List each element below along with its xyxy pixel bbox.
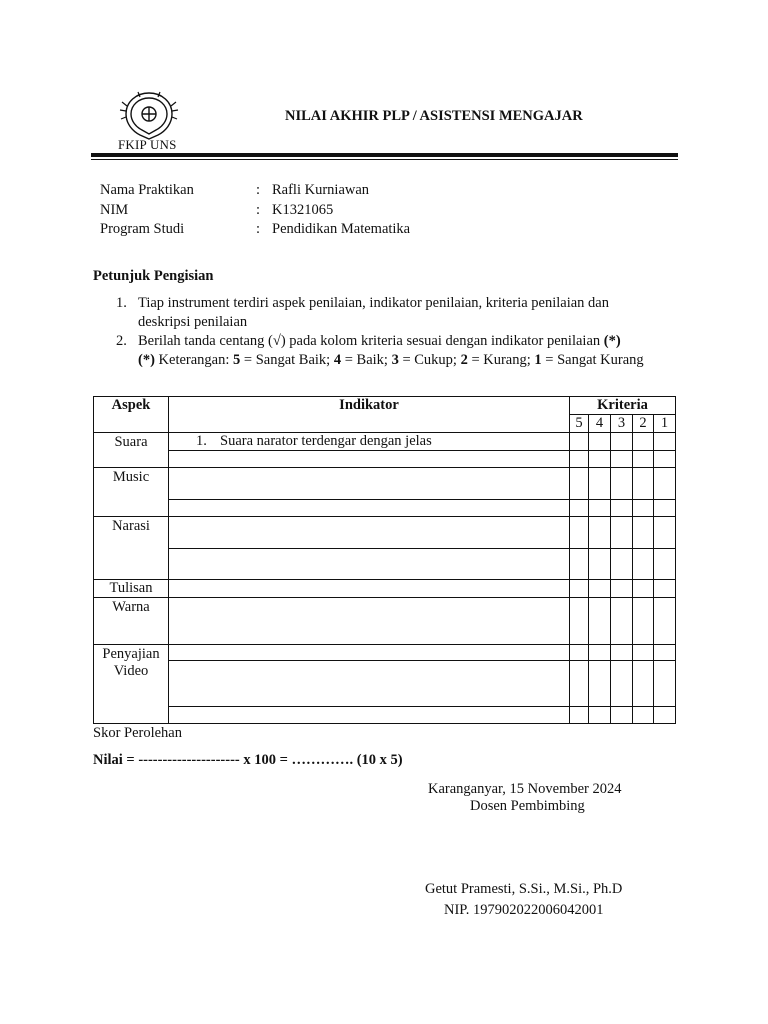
info-colon: : (256, 202, 261, 218)
logo-caption: FKIP UNS (118, 137, 177, 152)
check-cell[interactable] (570, 661, 589, 707)
info-label-prodi: Program Studi (100, 221, 185, 237)
check-cell[interactable] (611, 500, 633, 517)
check-cell[interactable] (570, 598, 589, 645)
score-header-3: 3 (611, 415, 633, 433)
check-cell[interactable] (611, 517, 633, 549)
check-cell[interactable] (654, 645, 676, 661)
score-header-4: 4 (589, 415, 611, 433)
check-cell[interactable] (611, 707, 633, 724)
header-indikator: Indikator (169, 397, 570, 433)
aspect-suara: Suara (94, 433, 169, 468)
info-value-nim: K1321065 (272, 202, 334, 218)
check-cell[interactable] (570, 517, 589, 549)
check-cell[interactable] (611, 580, 633, 598)
score-header-5: 5 (570, 415, 589, 433)
check-cell[interactable] (589, 549, 611, 580)
score-key: 3 (391, 352, 399, 368)
score-key: 5 (233, 352, 241, 368)
supervisor-role: Dosen Pembimbing (470, 798, 585, 814)
indicator-cell (169, 451, 570, 468)
indicator-cell (169, 707, 570, 724)
check-cell[interactable] (570, 451, 589, 468)
indicator-cell (169, 468, 570, 500)
check-cell[interactable] (654, 598, 676, 645)
score-header-2: 2 (633, 415, 654, 433)
check-cell[interactable] (570, 549, 589, 580)
check-cell[interactable] (654, 500, 676, 517)
check-cell[interactable] (633, 433, 654, 451)
check-cell[interactable] (570, 580, 589, 598)
check-cell[interactable] (570, 707, 589, 724)
check-cell[interactable] (633, 645, 654, 661)
instruction-number: 1. (116, 295, 127, 311)
indicator-cell (169, 549, 570, 580)
signer-nip: NIP. 197902022006042001 (444, 902, 604, 918)
header-kriteria: Kriteria (570, 397, 676, 415)
grade-formula: Nilai = --------------------- x 100 = …………. (10 x 5) (93, 752, 403, 768)
check-cell[interactable] (633, 598, 654, 645)
score-key: 1 (534, 352, 542, 368)
check-cell[interactable] (611, 549, 633, 580)
check-cell[interactable] (633, 517, 654, 549)
check-cell[interactable] (654, 451, 676, 468)
aspect-narasi: Narasi (94, 517, 169, 580)
check-cell[interactable] (611, 645, 633, 661)
fkip-uns-logo (118, 90, 180, 142)
check-cell[interactable] (633, 451, 654, 468)
check-cell[interactable] (654, 433, 676, 451)
check-cell[interactable] (589, 580, 611, 598)
check-cell[interactable] (654, 517, 676, 549)
instructions-heading: Petunjuk Pengisian (93, 268, 214, 284)
check-cell[interactable] (633, 707, 654, 724)
instruction-number: 2. (116, 333, 127, 349)
score-label: Skor Perolehan (93, 725, 182, 741)
check-cell[interactable] (611, 598, 633, 645)
instruction-item (116, 332, 661, 370)
check-cell[interactable] (570, 500, 589, 517)
check-cell[interactable] (611, 451, 633, 468)
check-cell[interactable] (589, 451, 611, 468)
check-cell[interactable] (633, 661, 654, 707)
score-desc: = Sangat Kurang (541, 352, 644, 368)
check-cell[interactable] (611, 468, 633, 500)
info-value-prodi: Pendidikan Matematika (272, 221, 411, 237)
note-mark: (*) (138, 352, 155, 368)
aspect-tulisan: Tulisan (94, 580, 169, 598)
check-cell[interactable] (589, 517, 611, 549)
header-aspek: Aspek (94, 397, 169, 433)
check-cell[interactable] (633, 468, 654, 500)
info-colon: : (256, 221, 261, 237)
aspect-warna: Warna (94, 598, 169, 645)
indicator-cell (169, 645, 570, 661)
aspect-penyajian-video: Penyajian Video (94, 645, 169, 724)
check-cell[interactable] (589, 661, 611, 707)
place-date: Karanganyar, 15 November 2024 (428, 781, 622, 797)
page-title: NILAI AKHIR PLP / ASISTENSI MENGAJAR (285, 108, 583, 124)
check-cell[interactable] (654, 707, 676, 724)
info-value-nama: Rafli Kurniawan (272, 182, 370, 198)
check-cell[interactable] (589, 707, 611, 724)
check-cell[interactable] (570, 433, 589, 451)
indicator-cell (169, 517, 570, 549)
check-cell[interactable] (589, 645, 611, 661)
check-cell[interactable] (654, 468, 676, 500)
indicator-cell (169, 580, 570, 598)
check-cell[interactable] (654, 661, 676, 707)
info-label-nama: Nama Praktikan (100, 182, 194, 198)
info-colon: : (256, 182, 261, 198)
check-cell[interactable] (570, 468, 589, 500)
header-divider-thick (91, 153, 678, 157)
check-cell[interactable] (611, 433, 633, 451)
instruction-mark: (*) (603, 333, 621, 349)
instructions-list (116, 294, 661, 370)
instruction-text: Tiap instrument terdiri aspek penilaian, indikator penilaian, kriteria penilaian dan deskripsi penilaian (138, 295, 609, 330)
note-text: Keterangan: (154, 352, 234, 368)
check-cell[interactable] (589, 468, 611, 500)
aspect-music: Music (94, 468, 169, 517)
score-desc: = Cukup; (398, 352, 461, 368)
check-cell[interactable] (570, 645, 589, 661)
score-key: 2 (460, 352, 468, 368)
instruction-item (116, 294, 661, 332)
check-cell[interactable] (633, 500, 654, 517)
indicator-cell (169, 661, 570, 707)
score-desc: = Kurang; (467, 352, 535, 368)
instruction-text: Berilah tanda centang (√) pada kolom kriteria sesuai dengan indikator penilaian (138, 333, 604, 349)
check-cell[interactable] (611, 661, 633, 707)
check-cell[interactable] (589, 500, 611, 517)
score-desc: = Baik; (341, 352, 392, 368)
header-divider-thin (91, 159, 678, 160)
indicator-cell: 1. Suara narator terdengar dengan jelas (169, 433, 570, 451)
check-cell[interactable] (654, 549, 676, 580)
indicator-cell (169, 500, 570, 517)
check-cell[interactable] (633, 580, 654, 598)
check-cell[interactable] (589, 598, 611, 645)
info-label-nim: NIM (100, 202, 129, 218)
check-cell[interactable] (654, 580, 676, 598)
check-cell[interactable] (589, 433, 611, 451)
score-key: 4 (333, 352, 342, 368)
score-header-1: 1 (654, 415, 676, 433)
check-cell[interactable] (633, 549, 654, 580)
indicator-cell (169, 598, 570, 645)
assessment-table (93, 396, 676, 724)
signer-name: Getut Pramesti, S.Si., M.Si., Ph.D (425, 881, 623, 897)
score-desc: = Sangat Baik; (240, 352, 334, 368)
